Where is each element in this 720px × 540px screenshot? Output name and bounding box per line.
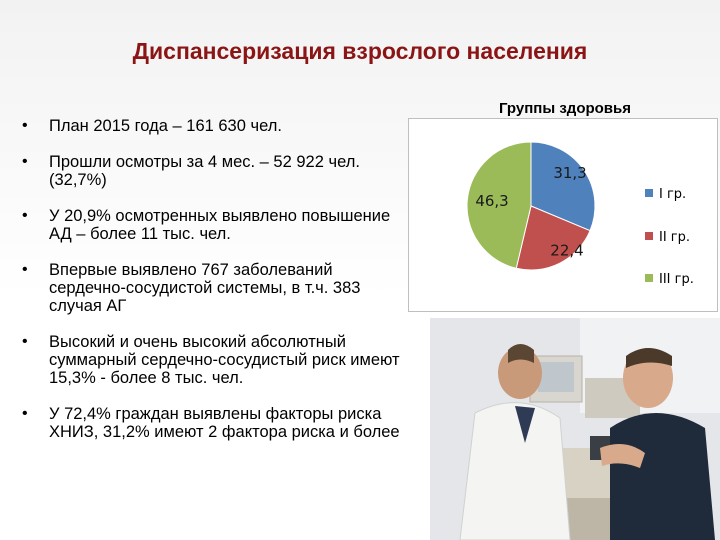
chart-title: Группы здоровья (499, 100, 631, 117)
pie-chart (409, 119, 717, 311)
bullet-item: • У 72,4% граждан выявлены факторы риска ХНИЗ, 31,2% имеют 2 фактора риска и более (20, 405, 405, 441)
legend-swatch (645, 232, 653, 240)
legend-swatch (645, 189, 653, 197)
bullet-item: • План 2015 года – 161 630 чел. (20, 117, 405, 135)
slide-title: Диспансеризация взрослого населения (132, 38, 588, 64)
legend-label: III гр. (659, 272, 694, 287)
pie-data-label: 46,3 (475, 191, 509, 210)
legend-label: II гр. (659, 230, 691, 245)
doctor-patient-photo (430, 318, 720, 540)
legend-label: I гр. (659, 187, 687, 202)
legend-swatch (645, 274, 653, 282)
bullet-item: • Высокий и очень высокий абсолютный суммарный сердечно-сосудистый риск имеют 15,3% - более 8 тыс. чел. (20, 333, 405, 387)
pie-data-label: 31,3 (553, 164, 587, 183)
chart-frame (408, 118, 718, 312)
bullet-item: • У 20,9% осмотренных выявлено повышение АД – более 11 тыс. чел. (20, 207, 405, 243)
bullet-list (20, 117, 405, 459)
bullet-item: • Впервые выявлено 767 заболеваний сердечно-сосудистой системы, в т.ч. 383 случая АГ (20, 261, 405, 315)
pie-data-label: 22,4 (550, 241, 584, 260)
bullet-item: • Прошли осмотры за 4 мес. – 52 922 чел. (32,7%) (20, 153, 405, 189)
